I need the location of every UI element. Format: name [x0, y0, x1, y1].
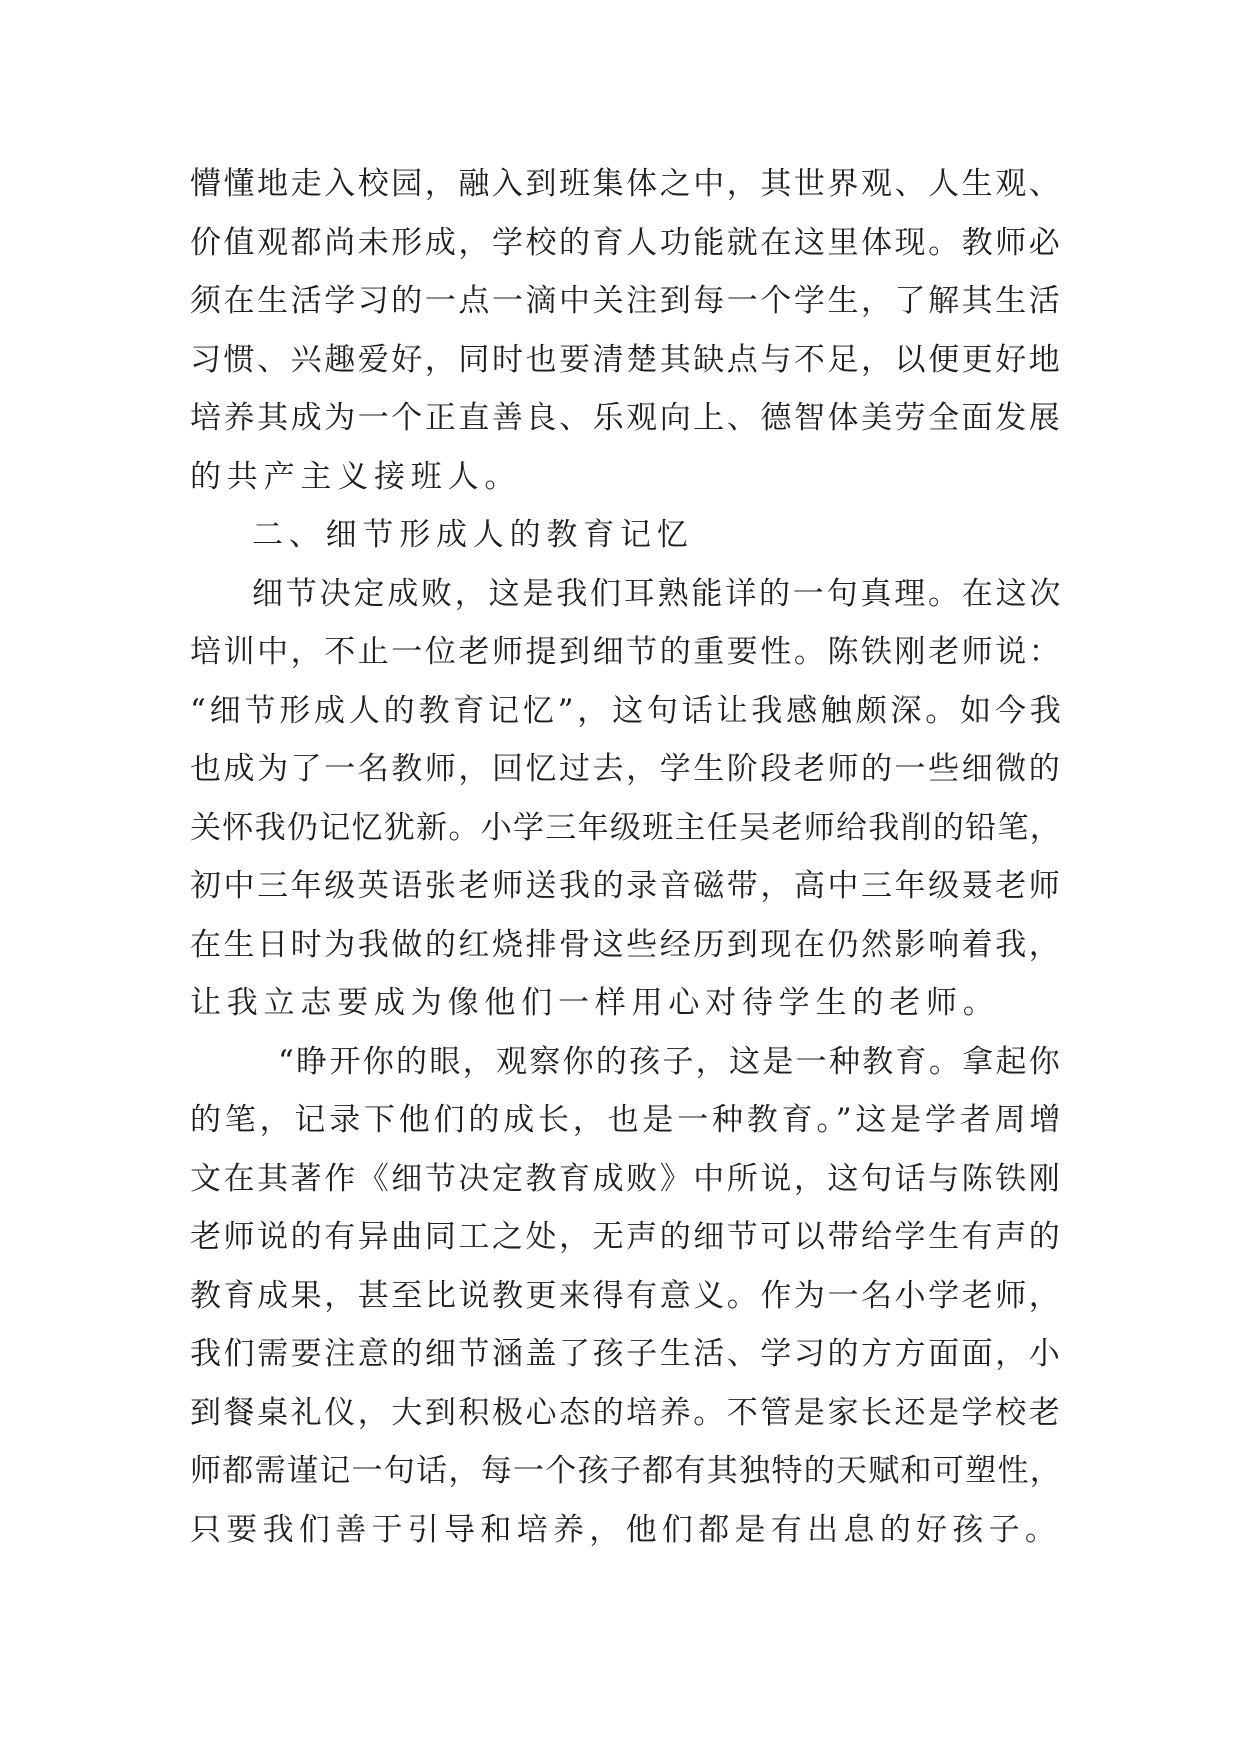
text-line: 关怀我仍记忆犹新。小学三年级班主任吴老师给我削的铅笔，	[190, 809, 1063, 846]
text-line: 在生日时为我做的红烧排骨这些经历到现在仍然影响着我，	[190, 926, 1063, 963]
text-line: 文在其著作《细节决定教育成败》中所说，这句话与陈铁刚	[190, 1160, 1063, 1197]
text-line: 只要我们善于引导和培养，他们都是有出息的好孩子。	[190, 1511, 1062, 1548]
text-line: 习惯、兴趣爱好，同时也要清楚其缺点与不足，以便更好地	[190, 341, 1063, 378]
text-line: “睁开你的眼，观察你的孩子，这是一种教育。拿起你	[278, 1043, 1063, 1080]
text-line: 的共产主义接班人。	[190, 458, 522, 495]
text-line: 懵懂地走入校园，融入到班集体之中，其世界观、人生观、	[190, 166, 1063, 202]
text-line: 到餐桌礼仪，大到积极心态的培养。不管是家长还是学校老	[190, 1394, 1063, 1431]
text-line: 培养其成为一个正直善良、乐观向上、德智体美劳全面发展	[190, 400, 1063, 436]
text-line: 须在生活学习的一点一滴中关注到每一个学生，了解其生活	[190, 283, 1063, 319]
text-line: 教育成果，甚至比说教更来得有意义。作为一名小学老师，	[190, 1277, 1063, 1314]
body-text	[190, 155, 1065, 1559]
text-line: 老师说的有异曲同工之处，无声的细节可以带给学生有声的	[190, 1219, 1063, 1255]
text-line: 让我立志要成为像他们一样用心对待学生的老师。	[190, 985, 1000, 1021]
text-line: 的笔，记录下他们的成长，也是一种教育。”这是学者周增	[190, 1102, 1065, 1138]
text-line: 培训中，不止一位老师提到细节的重要性。陈铁刚老师说：	[190, 634, 1063, 670]
text-line: 也成为了一名教师，回忆过去，学生阶段老师的一些细微的	[190, 751, 1063, 787]
text-line: 细节决定成败，这是我们耳熟能详的一句真理。在这次	[252, 575, 1064, 612]
text-line: 价值观都尚未形成，学校的育人功能就在这里体现。教师必	[190, 224, 1063, 261]
text-line: 我们需要注意的细节涵盖了孩子生活、学习的方方面面，小	[190, 1336, 1063, 1372]
text-line: 初中三年级英语张老师送我的录音磁带，高中三年级聂老师	[190, 868, 1063, 904]
text-line: “细节形成人的教育记忆”，这句话让我感触颇深。如今我	[190, 692, 1065, 729]
text-line: 师都需谨记一句话，每一个孩子都有其独特的天赋和可塑性，	[190, 1453, 1063, 1489]
section-heading: 二、细节形成人的教育记忆	[252, 517, 694, 553]
